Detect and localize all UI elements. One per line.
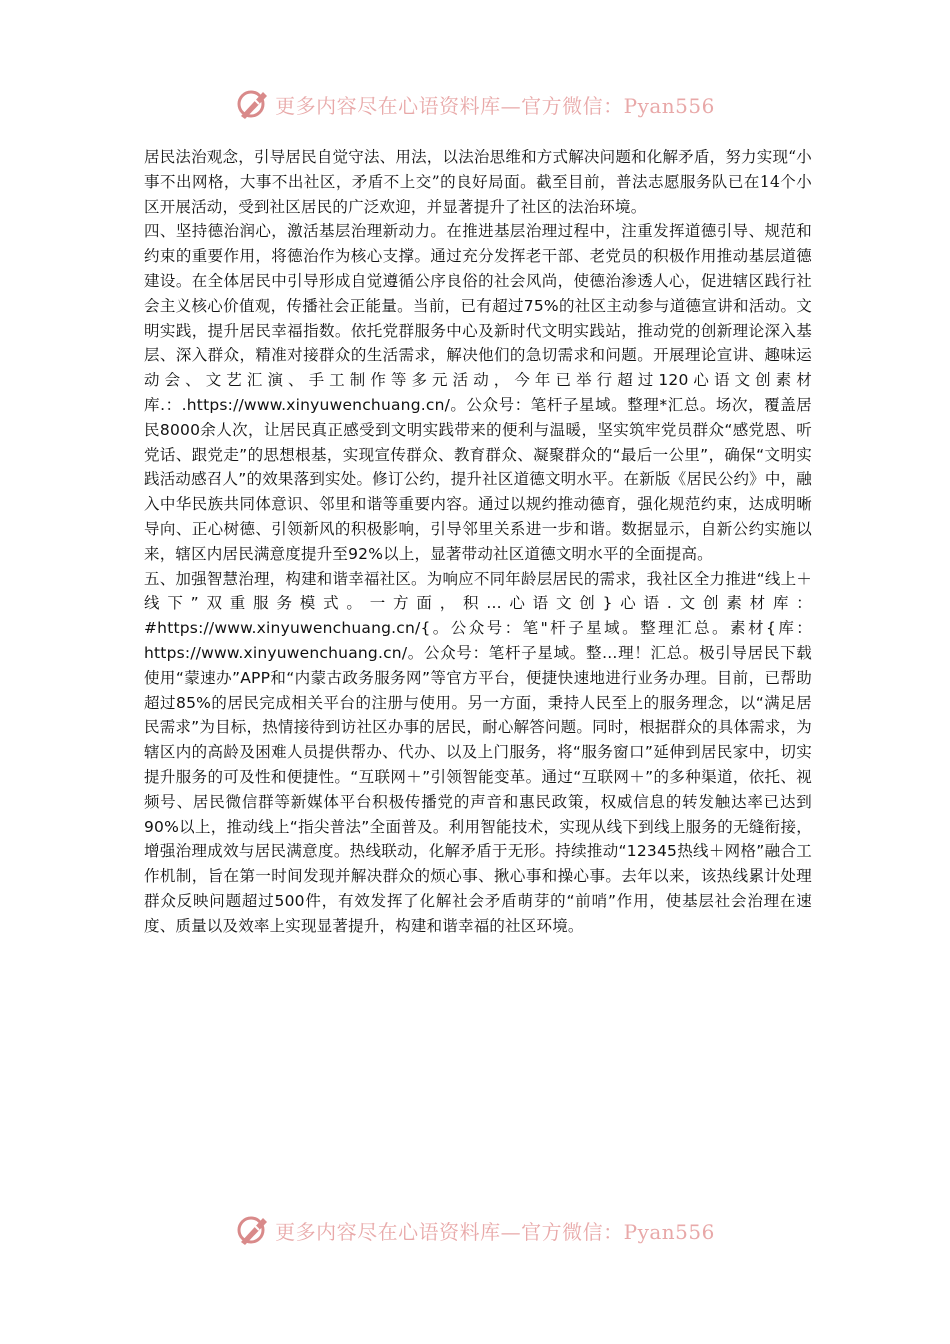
paragraph-smart-governance: 五、加强智慧治理，构建和谐幸福社区。为响应不同年龄层居民的需求，我社区全力推进“线上＋线下”双重服务模式。一方面，积...心语文创}心语.文创素材库：#https://www.xinyuwenchuang.cn/{。公众号：笔"杆子星域。整理汇总。素材{库：https://www.xinyuwenchuang.cn/。公众号：笔杆子星域。整...理！汇总。极引导居民下载使用“蒙速办”APP和“内蒙古政务服务网”等官方平台，便捷快速地进行业务办理。目前，已帮助超过85%的居民完成相关平台的注册与使用。另一方面，秉持人民至上的服务理念，以“满足居民需求”为目标，热情接待到访社区办事的居民，耐心解答问题。同时，根据群众的具体需求，为辖区内的高龄及困难人员提供帮办、代办、以及上门服务，将“服务窗口”延伸到居民家中，切实提升服务的可及性和便捷性。“互联网＋”引领智能变革。通过“互联网＋”的多种渠道，依托、视频号、居民微信群等新媒体平台积极传播党的声音和惠民政策，权威信息的转发触达率已达到90%以上，推动线上“指尖普法”全面普及。利用智能技术，实现从线下到线上服务的无缝衔接，增强治理成效与居民满意度。热线联动，化解矛盾于无形。持续推动“12345热线＋网格”融合工作机制，旨在第一时间发现并解决群众的烦心事、揪心事和操心事。去年以来，该热线累计处理群众反映问题超过500件，有效发挥了化解社会矛盾萌芽的“前哨”作用，使基层社会治理在速度、质量以及效率上实现显著提升，构建和谐幸福的社区环境。 <box>144 569 812 935</box>
header-watermark <box>0 84 950 124</box>
pen-logo-icon <box>235 1212 271 1248</box>
document-body <box>144 145 812 939</box>
pen-logo-icon <box>235 86 271 122</box>
paragraph-legal-education: 居民法治观念，引导居民自觉守法、用法，以法治思维和方式解决问题和化解矛盾，努力实现“小事不出网格，大事不出社区，矛盾不上交”的良好局面。截至目前，普法志愿服务队已在14个小区开展活动，受到社区居民的广泛欢迎，并显著提升了社区的法治环境。 <box>144 148 812 216</box>
paragraph-moral-governance: 四、坚持德治润心，激活基层治理新动力。在推进基层治理过程中，注重发挥道德引导、规范和约束的重要作用，将德治作为核心支撑。通过充分发挥老干部、老党员的积极作用推动基层道德建设。在全体居民中引导形成自觉遵循公序良俗的社会风尚，使德治渗透人心，促进辖区践行社会主义核心价值观，传播社会正能量。当前，已有超过75%的社区主动参与道德宣讲和活动。文明实践，提升居民幸福指数。依托党群服务中心及新时代文明实践站，推动党的创新理论深入基层、深入群众，精准对接群众的生活需求，解决他们的急切需求和问题。开展理论宣讲、趣味运动会、文艺汇演、手工制作等多元活动，今年已举行超过120心语文创素材库.：.https://www.xinyuwenchuang.cn/。公众号：笔杆子星域。整理*汇总。场次，覆盖居民8000余人次，让居民真正感受到文明实践带来的便利与温暖，坚实筑牢党员群众“感党恩、听党话、跟党走”的思想根基，实现宣传群众、教育群众、凝聚群众的“最后一公里”，确保“文明实践活动感召人”的效果落到实处。修订公约，提升社区道德文明水平。在新版《居民公约》中，融入中华民族共同体意识、邻里和谐等重要内容。通过以规约推动德育，强化规范约束，达成明晰导向、正心树德、引领新风的积极影响，引导邻里关系进一步和谐。数据显示，自新公约实施以来，辖区内居民满意度提升至92%以上，显著带动社区道德文明水平的全面提高。 <box>144 222 812 563</box>
watermark-text: 更多内容尽在心语资料库—官方微信：Pyan556 <box>275 93 715 118</box>
watermark-text: 更多内容尽在心语资料库—官方微信：Pyan556 <box>275 1219 715 1244</box>
footer-watermark <box>0 1210 950 1250</box>
